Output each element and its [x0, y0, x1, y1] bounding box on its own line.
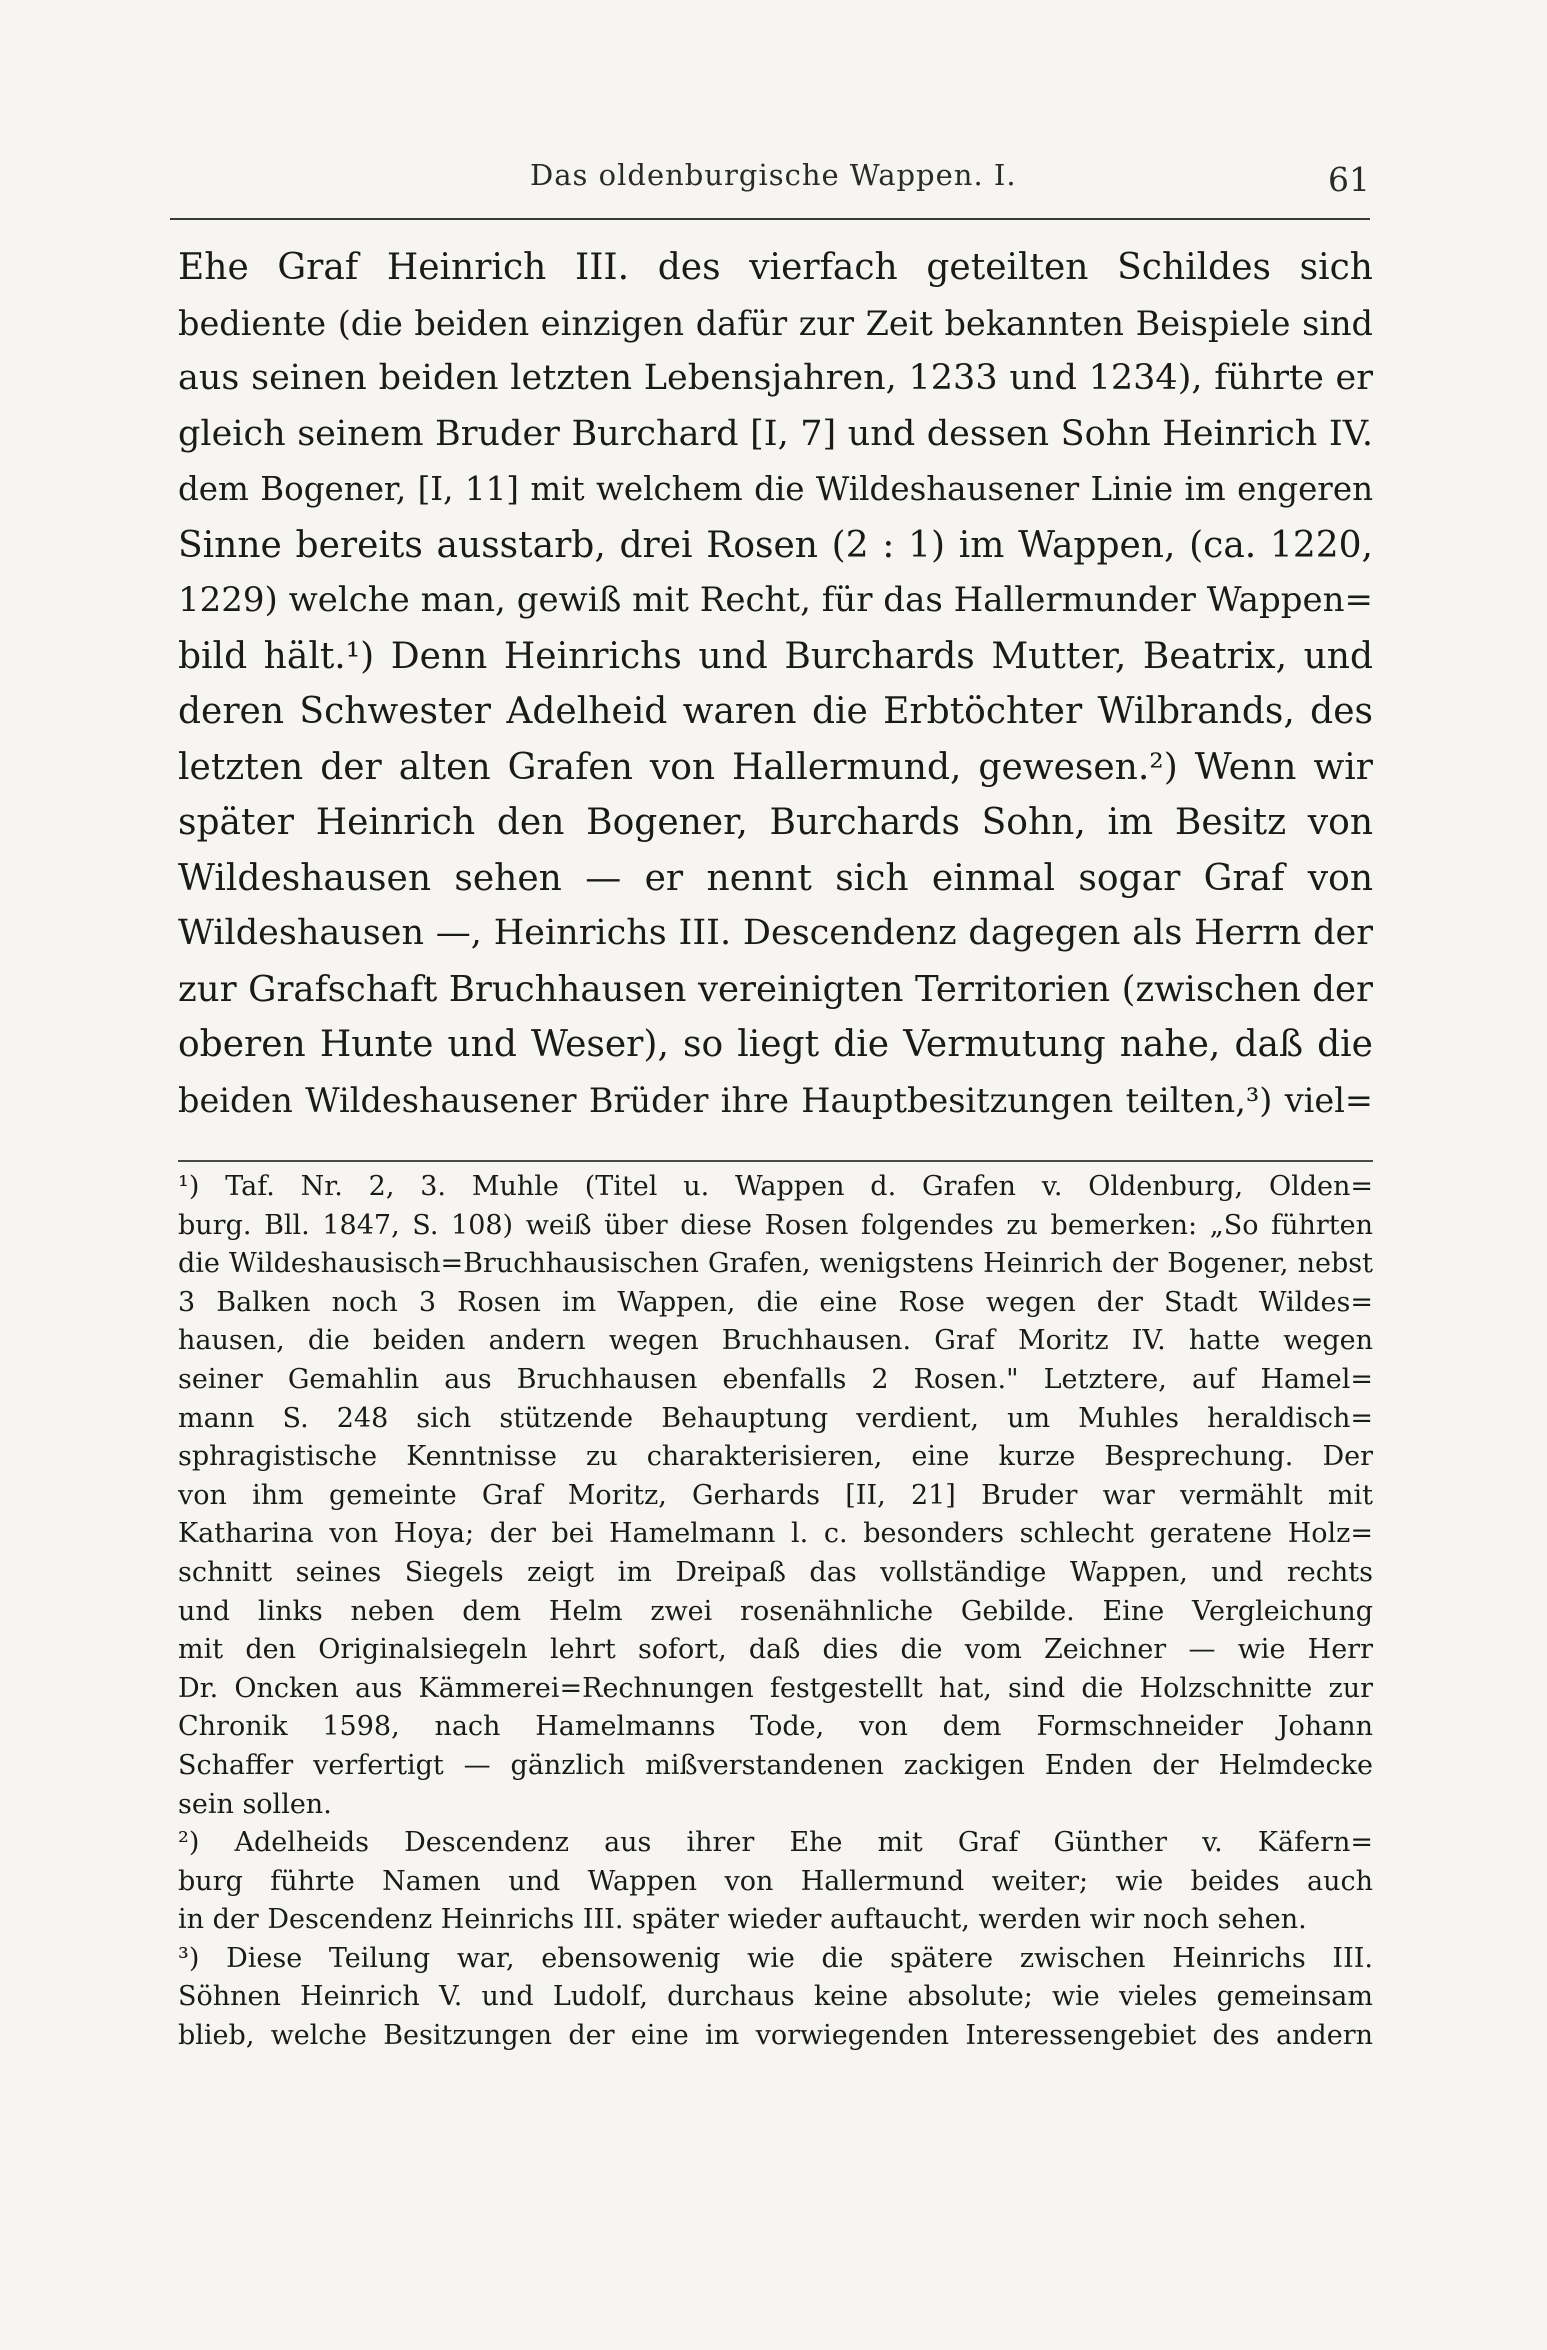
body-line: bediente (die beiden einzigen dafür zur Zeit bekannten Beispiele sind: [178, 303, 1373, 343]
body-line: Sinne bereits ausstarb, drei Rosen (2 : 1) im Wappen, (ca. 1220,: [178, 524, 1373, 566]
footnote-line: 3 Balken noch 3 Rosen im Wappen, die eine Rose wegen der Stadt Wildes=: [178, 1286, 1373, 1318]
body-line: später Heinrich den Bogener, Burchards Sohn, im Besitz von: [178, 802, 1373, 843]
body-line: dem Bogener, [I, 11] mit welchem die Wildeshausener Linie im engeren: [178, 470, 1373, 508]
body-line: 1229) welche man, gewiß mit Recht, für das Hallermunder Wappen=: [178, 580, 1373, 620]
footnote-line: blieb, welche Besitzungen der eine im vorwiegenden Interessengebiet des andern: [178, 2020, 1373, 2052]
body-line: letzten der alten Grafen von Hallermund, gewesen.²) Wenn wir: [178, 746, 1373, 788]
footnote-line: burg führte Namen und Wappen von Hallermund weiter; wie beides auch: [178, 1865, 1373, 1897]
footnote-line: Schaffer verfertigt — gänzlich mißverstandenen zackigen Enden der Helmdecke: [178, 1749, 1373, 1781]
footnote-line: mit den Originalsiegeln lehrt sofort, daß dies die vom Zeichner — wie Herr: [178, 1634, 1373, 1666]
main-text: [178, 240, 1373, 1128]
footnote-line: schnitt seines Siegels zeigt im Dreipaß das vollständige Wappen, und rechts: [178, 1556, 1373, 1588]
footnote-line: und links neben dem Helm zwei rosenähnliche Gebilde. Eine Vergleichung: [178, 1595, 1373, 1627]
footnote-line: seiner Gemahlin aus Bruchhausen ebenfalls 2 Rosen." Letztere, auf Hamel=: [178, 1363, 1373, 1395]
footnote-line: Dr. Oncken aus Kämmerei=Rechnungen festgestellt hat, sind die Holzschnitte zur: [178, 1672, 1373, 1704]
page-header: [170, 150, 1370, 210]
body-line: deren Schwester Adelheid waren die Erbtöchter Wilbrands, des: [178, 691, 1373, 732]
body-line: zur Grafschaft Bruchhausen vereinigten Territorien (zwischen der: [178, 968, 1373, 1010]
body-line: oberen Hunte und Weser), so liegt die Vermutung nahe, daß die: [178, 1024, 1373, 1065]
footnote-line: ³) Diese Teilung war, ebensowenig wie die spätere zwischen Heinrichs III.: [178, 1942, 1373, 1974]
footnote-line: sphragistische Kenntnisse zu charakterisieren, eine kurze Besprechung. Der: [178, 1441, 1373, 1473]
footnote-line: Chronik 1598, nach Hamelmanns Tode, von dem Formschneider Johann: [178, 1711, 1373, 1743]
footnote-line: von ihm gemeinte Graf Moritz, Gerhards [II, 21] Bruder war vermählt mit: [178, 1479, 1373, 1511]
footnote-line: ²) Adelheids Descendenz aus ihrer Ehe mit Graf Günther v. Käfern=: [178, 1827, 1373, 1859]
footnote-line: ¹) Taf. Nr. 2, 3. Muhle (Titel u. Wappen d. Grafen v. Oldenburg, Olden=: [178, 1171, 1373, 1202]
footnote-line: Söhnen Heinrich V. und Ludolf, durchaus keine absolute; wie vieles gemeinsam: [178, 1981, 1373, 2013]
body-line: gleich seinem Bruder Burchard [I, 7] und dessen Sohn Heinrich IV.: [178, 413, 1373, 454]
page-number: 61: [1328, 160, 1370, 199]
footnote-line: mann S. 248 sich stützende Behauptung verdient, um Muhles heraldisch=: [178, 1402, 1373, 1434]
footnote-separator: [178, 1160, 1373, 1162]
footnote-line: sein sollen.: [178, 1788, 332, 1820]
body-line: Wildeshausen sehen — er nennt sich einmal sogar Graf von: [178, 857, 1373, 899]
footnote-line: burg. Bll. 1847, S. 108) weiß über diese Rosen folgendes zu bemerken: „So führten: [178, 1209, 1373, 1241]
body-line: beiden Wildeshausener Brüder ihre Hauptbesitzungen teilten,³) viel=: [178, 1080, 1373, 1120]
running-title: Das oldenburgische Wappen. I.: [530, 158, 1017, 192]
footnote-line: in der Descendenz Heinrichs III. später wieder auftaucht, werden wir noch sehen.: [178, 1904, 1307, 1936]
footnotes: [178, 1168, 1373, 2056]
header-rule: [170, 218, 1370, 220]
body-line: Wildeshausen —, Heinrichs III. Descendenz dagegen als Herrn der: [178, 913, 1373, 953]
body-line: bild hält.¹) Denn Heinrichs und Burchards Mutter, Beatrix, und: [178, 635, 1373, 677]
footnote-line: Katharina von Hoya; der bei Hamelmann l. c. besonders schlecht geratene Holz=: [178, 1518, 1373, 1550]
footnote-line: die Wildeshausisch=Bruchhausischen Grafen, wenigstens Heinrich der Bogener, nebst: [178, 1248, 1373, 1280]
body-line: Ehe Graf Heinrich III. des vierfach geteilten Schildes sich: [178, 247, 1373, 288]
body-line: aus seinen beiden letzten Lebensjahren, 1233 und 1234), führte er: [178, 358, 1373, 398]
footnote-line: hausen, die beiden andern wegen Bruchhausen. Graf Moritz IV. hatte wegen: [178, 1325, 1373, 1357]
